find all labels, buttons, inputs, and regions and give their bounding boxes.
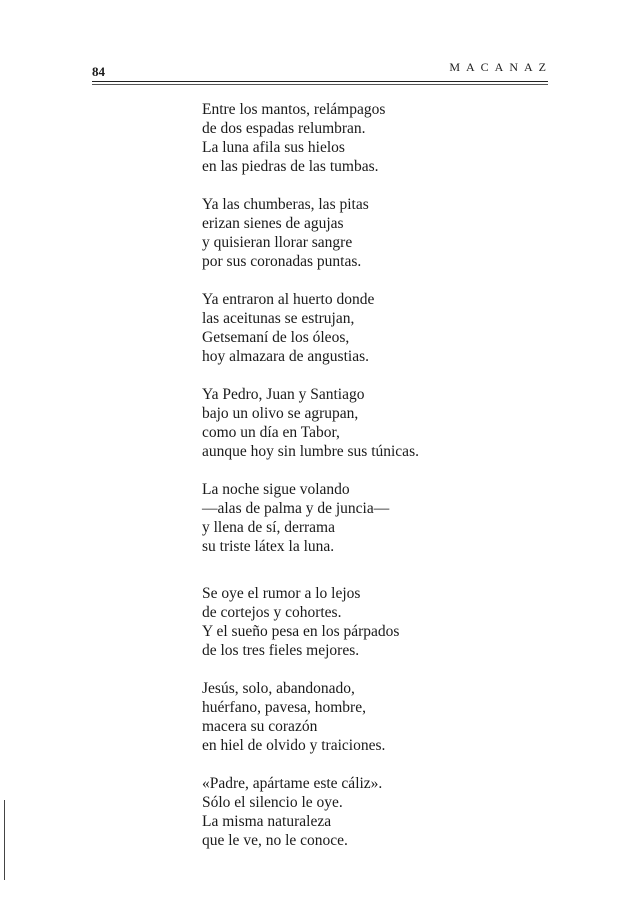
- verse-line: que le ve, no le conoce.: [202, 832, 348, 849]
- verse-line: por sus coronadas puntas.: [202, 253, 362, 270]
- header-rule-thin: [92, 84, 548, 85]
- verse-line: Getsemaní de los óleos,: [202, 329, 350, 346]
- stanza: [202, 584, 502, 660]
- verse-line: y llena de sí, derrama: [202, 519, 335, 536]
- verse-line: La noche sigue volando: [202, 481, 350, 498]
- verse-line: y quisieran llorar sangre: [202, 234, 353, 251]
- stanza: [202, 385, 502, 461]
- stanza: [202, 195, 502, 271]
- verse-line: Jesús, solo, abandonado,: [202, 680, 355, 697]
- verse-line: en hiel de olvido y traiciones.: [202, 737, 386, 754]
- page-number: 84: [92, 64, 105, 79]
- verse-line: Ya entraron al huerto donde: [202, 291, 375, 308]
- verse-line: Ya las chumberas, las pitas: [202, 196, 369, 213]
- stanza: [202, 290, 502, 366]
- running-head: MACANAZ: [449, 60, 552, 74]
- verse-line: de cortejos y cohortes.: [202, 604, 342, 621]
- verse-line: erizan sienes de agujas: [202, 215, 344, 232]
- verse-line: Y el sueño pesa en los párpados: [202, 623, 400, 640]
- verse-line: Entre los mantos, relámpagos: [202, 101, 386, 118]
- verse-line: como un día en Tabor,: [202, 424, 340, 441]
- stanza: [202, 679, 502, 755]
- poem-body: [202, 100, 502, 850]
- verse-line: en las piedras de las tumbas.: [202, 158, 379, 175]
- stanza: [202, 480, 502, 556]
- scan-margin-mark: [4, 800, 5, 880]
- verse-line: La misma naturaleza: [202, 813, 332, 830]
- verse-line: huérfano, pavesa, hombre,: [202, 699, 366, 716]
- verse-line: de los tres fieles mejores.: [202, 642, 360, 659]
- verse-line: —alas de palma y de juncia—: [202, 500, 390, 517]
- verse-line: de dos espadas relumbran.: [202, 120, 366, 137]
- verse-line: su triste látex la luna.: [202, 538, 335, 555]
- stanza: [202, 100, 502, 176]
- verse-line: Se oye el rumor a lo lejos: [202, 585, 361, 602]
- header-rule: [92, 81, 548, 82]
- verse-line: Sólo el silencio le oye.: [202, 794, 343, 811]
- verse-line: hoy almazara de angustias.: [202, 348, 369, 365]
- verse-line: aunque hoy sin lumbre sus túnicas.: [202, 443, 419, 460]
- verse-line: macera su corazón: [202, 718, 318, 735]
- verse-line: bajo un olivo se agrupan,: [202, 405, 359, 422]
- verse-line: «Padre, apártame este cáliz».: [202, 775, 383, 792]
- verse-line: las aceitunas se estrujan,: [202, 310, 355, 327]
- verse-line: Ya Pedro, Juan y Santiago: [202, 386, 365, 403]
- page-header: [92, 60, 552, 80]
- verse-line: La luna afila sus hielos: [202, 139, 345, 156]
- stanza: [202, 774, 502, 850]
